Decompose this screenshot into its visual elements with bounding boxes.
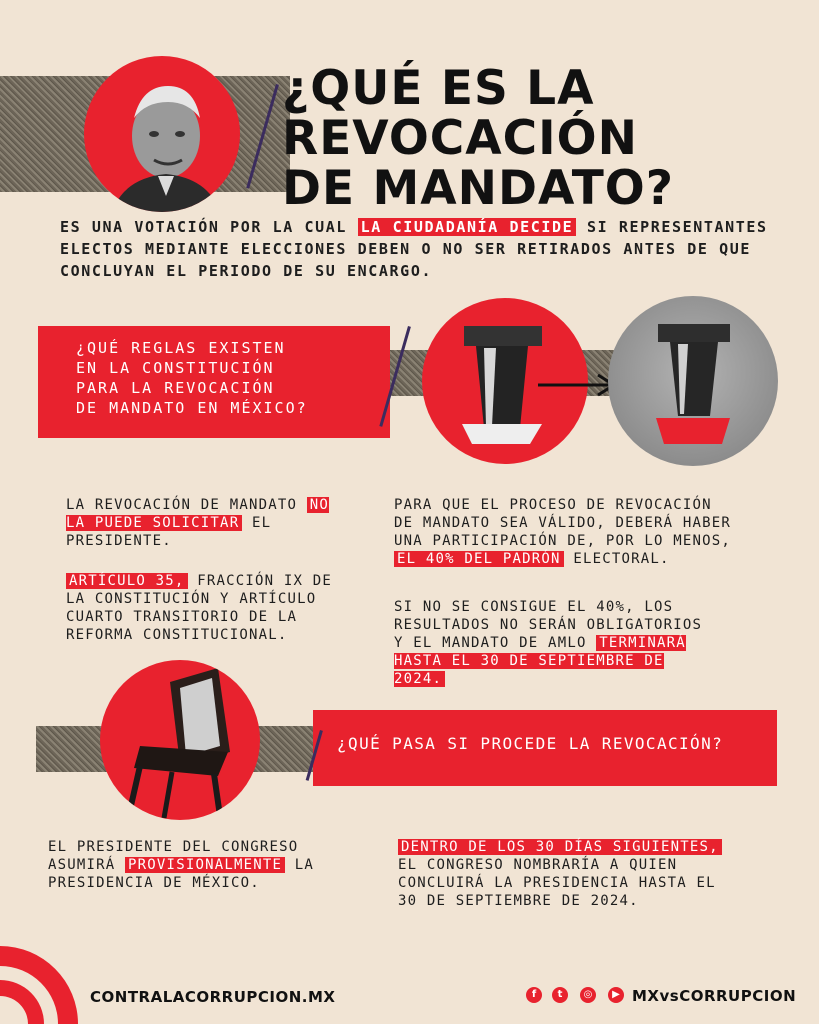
revocation-outcome-question-box [313,710,777,786]
rules-right-p1-highlight: EL 40% DEL PADRÓN [394,551,564,567]
title-line-2: REVOCACIÓN [282,111,638,166]
rules-right-p2-before: SI NO SE CONSIGUE EL 40%, LOS RESULTADOS NO SERÁN OBLIGATORIOS Y EL MANDATO DE AMLO [394,599,703,651]
chair-red-circle [100,660,260,820]
intro-text-after: SI REPRESENTANTES ELECTOS MEDIANTE ELECCIONES DEBEN O NO SER RETIRADOS ANTES DE QUE CONCLUYAN EL PERIODO DE SU ENCARGO. [60,218,768,280]
rules-right-p1-before: PARA QUE EL PROCESO DE REVOCACIÓN DE MANDATO SEA VÁLIDO, DEBERÁ HABER UNA PARTICIPACIÓN DE, POR LO MENOS, [394,497,732,549]
instagram-icon[interactable]: ◎ [580,987,596,1003]
title-line-3: DE MANDATO? [282,161,674,216]
question-line-3: PARA LA REVOCACIÓN [76,379,275,397]
footer-social-handle[interactable]: MXvsCORRUPCION [632,987,797,1005]
podium-red-base-image [608,296,778,466]
outcome-right-text [398,838,742,910]
rules-left-p1 [66,496,346,550]
rules-right-p1-after: ELECTORAL. [573,551,670,567]
rules-right-p2-highlight: TERMINARÁ HASTA EL 30 DE SEPTIEMBRE DE 2024. [394,635,686,687]
rules-left-p1-before: LA REVOCACIÓN DE MANDATO [66,497,298,513]
intro-highlight: LA CIUDADANÍA DECIDE [358,218,577,236]
intro-text-before: ES UNA VOTACIÓN POR LA CUAL [60,218,348,236]
podium-grey-circle [608,296,778,466]
outcome-left-highlight: PROVISIONALMENTE [125,857,285,873]
twitter-icon[interactable]: t [552,987,568,1003]
outcome-left-after: LA PRESIDENCIA DE MÉXICO. [48,857,315,891]
outcome-question-text: ¿QUÉ PASA SI PROCEDE LA REVOCACIÓN? [337,734,724,753]
question-line-4: DE MANDATO EN MÉXICO? [76,399,308,417]
youtube-icon[interactable]: ▶ [608,987,624,1003]
outcome-left-text [48,838,348,892]
facebook-icon[interactable]: f [526,987,542,1003]
rules-left-p2-after: FRACCIÓN IX DE LA CONSTITUCIÓN Y ARTÍCULO CUARTO TRANSITORIO DE LA REFORMA CONSTITUCIONAL. [66,573,332,643]
outcome-right-highlight: DENTRO DE LOS 30 DÍAS SIGUIENTES, [398,839,722,855]
rules-left-p2 [66,572,352,644]
question-line-2: EN LA CONSTITUCIÓN [76,359,275,377]
title-line-1: ¿QUÉ ES LA [282,61,595,116]
outcome-right-after: EL CONGRESO NOMBRARÍA A QUIEN CONCLUIRÁ LA PRESIDENCIA HASTA EL 30 DE SEPTIEMBRE DE 2024. [398,857,716,909]
constitution-rules-question-box [38,326,390,438]
footer-concentric-logo-shape [0,930,80,1024]
outcome-left-before: EL PRESIDENTE DEL CONGRESO ASUMIRÁ [48,839,299,873]
throne-chair-image [100,660,260,820]
rules-right-p2 [394,598,704,688]
rules-left-p1-after: EL PRESIDENTE. [66,515,272,549]
rules-right-p1 [394,496,734,568]
page-title [282,61,802,216]
rules-left-p1-highlight: NO LA PUEDE SOLICITAR [66,497,329,531]
president-portrait-image [84,56,240,212]
question-line-1: ¿QUÉ REGLAS EXISTEN [76,339,286,357]
footer-website-link[interactable]: CONTRALACORRUPCION.MX [90,988,336,1006]
intro-paragraph [60,216,780,282]
rules-left-p2-highlight: ARTÍCULO 35, [66,573,188,589]
portrait-circle [84,56,240,212]
